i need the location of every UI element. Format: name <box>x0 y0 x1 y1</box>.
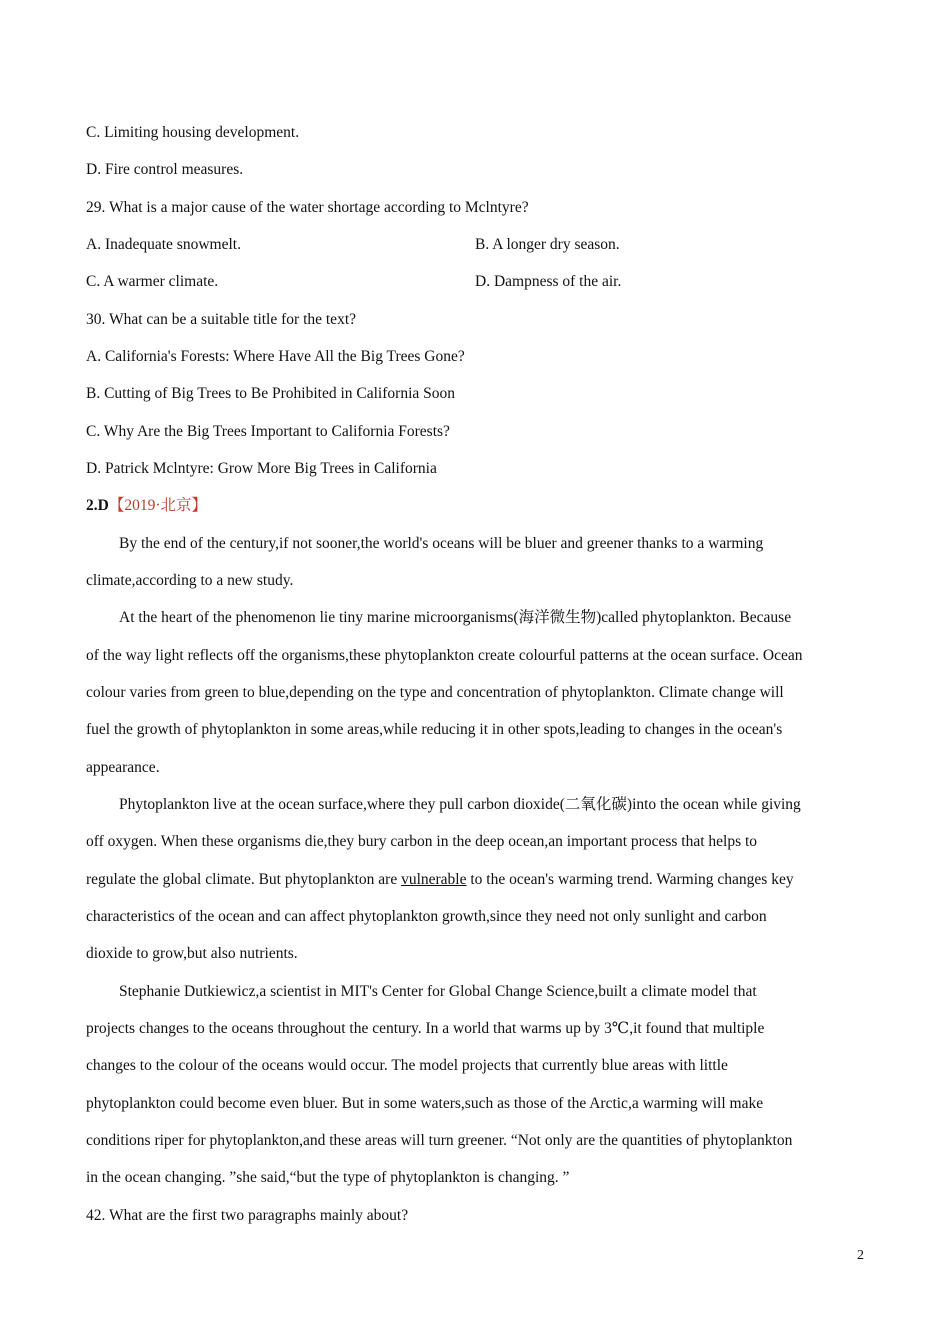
q30-option-d: D. Patrick Mclntyre: Grow More Big Trees in California <box>86 460 437 477</box>
q29-stem: 29. What is a major cause of the water shortage according to Mclntyre? <box>86 199 529 216</box>
paragraph-3-line: dioxide to grow,but also nutrients. <box>86 945 298 962</box>
q29-option-b: B. A longer dry season. <box>475 236 620 253</box>
section-heading <box>86 496 207 516</box>
paragraph-2-line: At the heart of the phenomenon lie tiny marine microorganisms(海洋微生物)called phytoplankton. Because <box>119 609 792 626</box>
paragraph-3-line <box>86 870 794 890</box>
paragraph-4-line: projects changes to the oceans throughout the century. In a world that warms up by 3℃,it found that multiple <box>86 1020 765 1037</box>
q30-option-b: B. Cutting of Big Trees to Be Prohibited in California Soon <box>86 385 455 402</box>
q30-option-c: C. Why Are the Big Trees Important to California Forests? <box>86 423 450 440</box>
paragraph-4-line: Stephanie Dutkiewicz,a scientist in MIT's Center for Global Change Science,built a climate model that <box>119 983 757 1000</box>
paragraph-2-line: fuel the growth of phytoplankton in some areas,while reducing it in other spots,leading to changes in the ocean's <box>86 721 783 738</box>
paragraph-4-line: phytoplankton could become even bluer. But in some waters,such as those of the Arctic,a warming will make <box>86 1095 764 1112</box>
q42-stem: 42. What are the first two paragraphs mainly about? <box>86 1207 409 1224</box>
paragraph-2-line: colour varies from green to blue,depending on the type and concentration of phytoplankton. Climate change will <box>86 684 784 701</box>
q28-option-d: D. Fire control measures. <box>86 161 244 178</box>
q29-option-a: A. Inadequate snowmelt. <box>86 236 241 253</box>
paragraph-3-line: characteristics of the ocean and can affect phytoplankton growth,since they need not only sunlight and carbon <box>86 908 767 925</box>
underlined-word-vulnerable: vulnerable <box>401 871 467 888</box>
paragraph-1-line: climate,according to a new study. <box>86 572 294 589</box>
section-label: 2.D <box>86 497 109 514</box>
paragraph-2-line: of the way light reflects off the organisms,these phytoplankton create colourful patterns at the ocean surface. Ocean <box>86 647 803 664</box>
paragraph-2-line: appearance. <box>86 759 160 776</box>
q30-stem: 30. What can be a suitable title for the text? <box>86 311 357 328</box>
paragraph-1-line: By the end of the century,if not sooner,the world's oceans will be bluer and greener thanks to a warming <box>119 535 764 552</box>
paragraph-4-line: in the ocean changing. ”she said,“but the type of phytoplankton is changing. ” <box>86 1169 570 1186</box>
q29-option-d: D. Dampness of the air. <box>475 273 622 290</box>
paragraph-3-line: off oxygen. When these organisms die,they bury carbon in the deep ocean,an important process that helps to <box>86 833 758 850</box>
q30-option-a: A. California's Forests: Where Have All the Big Trees Gone? <box>86 348 465 365</box>
section-source-tag: 【2019·北京】 <box>108 497 207 514</box>
text-run: regulate the global climate. But phytoplankton are <box>86 871 402 888</box>
page-number: 2 <box>857 1248 864 1263</box>
q28-option-c: C. Limiting housing development. <box>86 124 300 141</box>
paragraph-3-line: Phytoplankton live at the ocean surface,where they pull carbon dioxide(二氧化碳)into the ocean while giving <box>119 796 801 813</box>
paragraph-4-line: changes to the colour of the oceans would occur. The model projects that currently blue areas with little <box>86 1057 728 1074</box>
paragraph-4-line: conditions riper for phytoplankton,and these areas will turn greener. “Not only are the quantities of phytoplankton <box>86 1132 793 1149</box>
text-run: to the ocean's warming trend. Warming changes key <box>466 871 794 888</box>
q29-option-c: C. A warmer climate. <box>86 273 219 290</box>
